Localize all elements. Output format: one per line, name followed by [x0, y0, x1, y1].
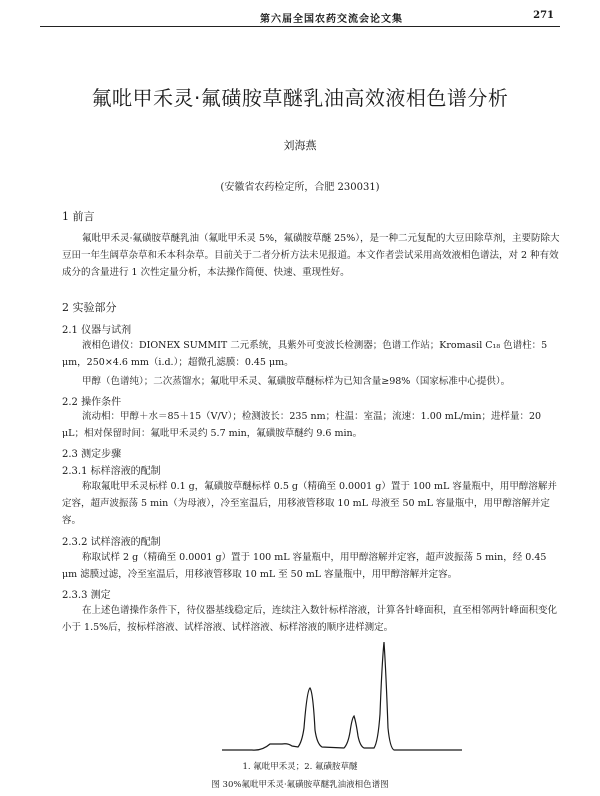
article-affiliation: (安徽省农药检定所，合肥 230031) [220, 182, 380, 193]
section-2-heading: 2 实验部分 [62, 301, 117, 314]
section-2-1-paragraph-2: 甲醇（色谱纯）；二次蒸馏水；氟吡甲禾灵、氟磺胺草醚标样为已知含量≥98%（国家标准中心提供）。 [82, 376, 511, 387]
section-1-heading: 1 前言 [62, 210, 95, 223]
article-author: 刘海燕 [283, 139, 317, 152]
section-2-1-heading: 2.1 仪器与试剂 [62, 325, 132, 336]
section-2-3-1-heading: 2.3.1 标样溶液的配制 [62, 466, 161, 477]
running-header [40, 8, 560, 27]
figure-legend: 1. 氟吡甲禾灵；2. 氟磺胺草醚 [242, 762, 358, 772]
section-2-3-heading: 2.3 测定步骤 [62, 449, 122, 460]
section-2-3-2-heading: 2.3.2 试样溶液的配制 [62, 537, 161, 548]
chromatogram-figure [222, 632, 462, 760]
section-2-1-paragraph-1: 液相色谱仪：DIONEX SUMMIT 二元系统，具紫外可变波长检测器；色谱工作站；Kromasil C₁₈ 色谱柱：5 μm，250×4.6 mm（i.d.）；超微孔滤膜：0.45 μm。 [62, 340, 548, 368]
section-2-2-heading: 2.2 操作条件 [62, 397, 122, 408]
section-2-3-3-heading: 2.3.3 测定 [62, 590, 111, 601]
section-2-3-2-paragraph: 称取试样 2 g（精确至 0.0001 g）置于 100 mL 容量瓶中，用甲醇溶解并定容，超声波振荡 5 min，经 0.45 μm 滤膜过滤，冷至室温后，用移液管移取 10 mL 至 50 mL 容量瓶中，用甲醇溶解并定容。 [62, 552, 547, 580]
figure-caption: 图 30%氟吡甲禾灵·氟磺胺草醚乳油液相色谱图 [211, 780, 389, 790]
page-number: 271 [533, 10, 554, 21]
section-2-3-3-paragraph: 在上述色谱操作条件下，待仪器基线稳定后，连续注入数针标样溶液，计算各针峰面积，直至相邻两针峰面积变化小于 1.5%后，按标样溶液、试样溶液、试样溶液、标样溶液的顺序进样测定。 [62, 605, 558, 633]
chromatogram-trace [222, 642, 462, 750]
section-2-2-paragraph: 流动相：甲醇＋水＝85＋15（V/V）；检测波长：235 nm；柱温：室温；流速：1.00 mL/min；进样量：20 μL；相对保留时间：氟吡甲禾灵约 5.7 min，氟磺胺草醚约 9.6 min。 [62, 411, 542, 439]
section-2-3-1-paragraph: 称取氟吡甲禾灵标样 0.1 g，氟磺胺草醚标样 0.5 g（精确至 0.0001 g）置于 100 mL 容量瓶中，用甲醇溶解并定容，超声波振荡 5 min（为母液），冷至室温后，用移液管移取 10 mL 母液至 50 mL 容量瓶中，用甲醇溶解并定容。 [62, 481, 557, 526]
journal-name: 第六届全国农药交流会论文集 [260, 14, 403, 25]
article-title: 氟吡甲禾灵·氟磺胺草醚乳油高效液相色谱分析 [91, 86, 509, 110]
section-1-paragraph: 氟吡甲禾灵·氟磺胺草醚乳油（氟吡甲禾灵 5%，氟磺胺草醚 25%），是一种二元复配的大豆田除草剂，主要防除大豆田一年生阔草杂草和禾本科杂草。目前关于二者分析方法未见报道。本文作者尝试采用高效液相色谱法，对 2 种有效成分的含量进行 1 次性定量分析，本法操作简便、快速、重现性好。 [62, 233, 560, 278]
